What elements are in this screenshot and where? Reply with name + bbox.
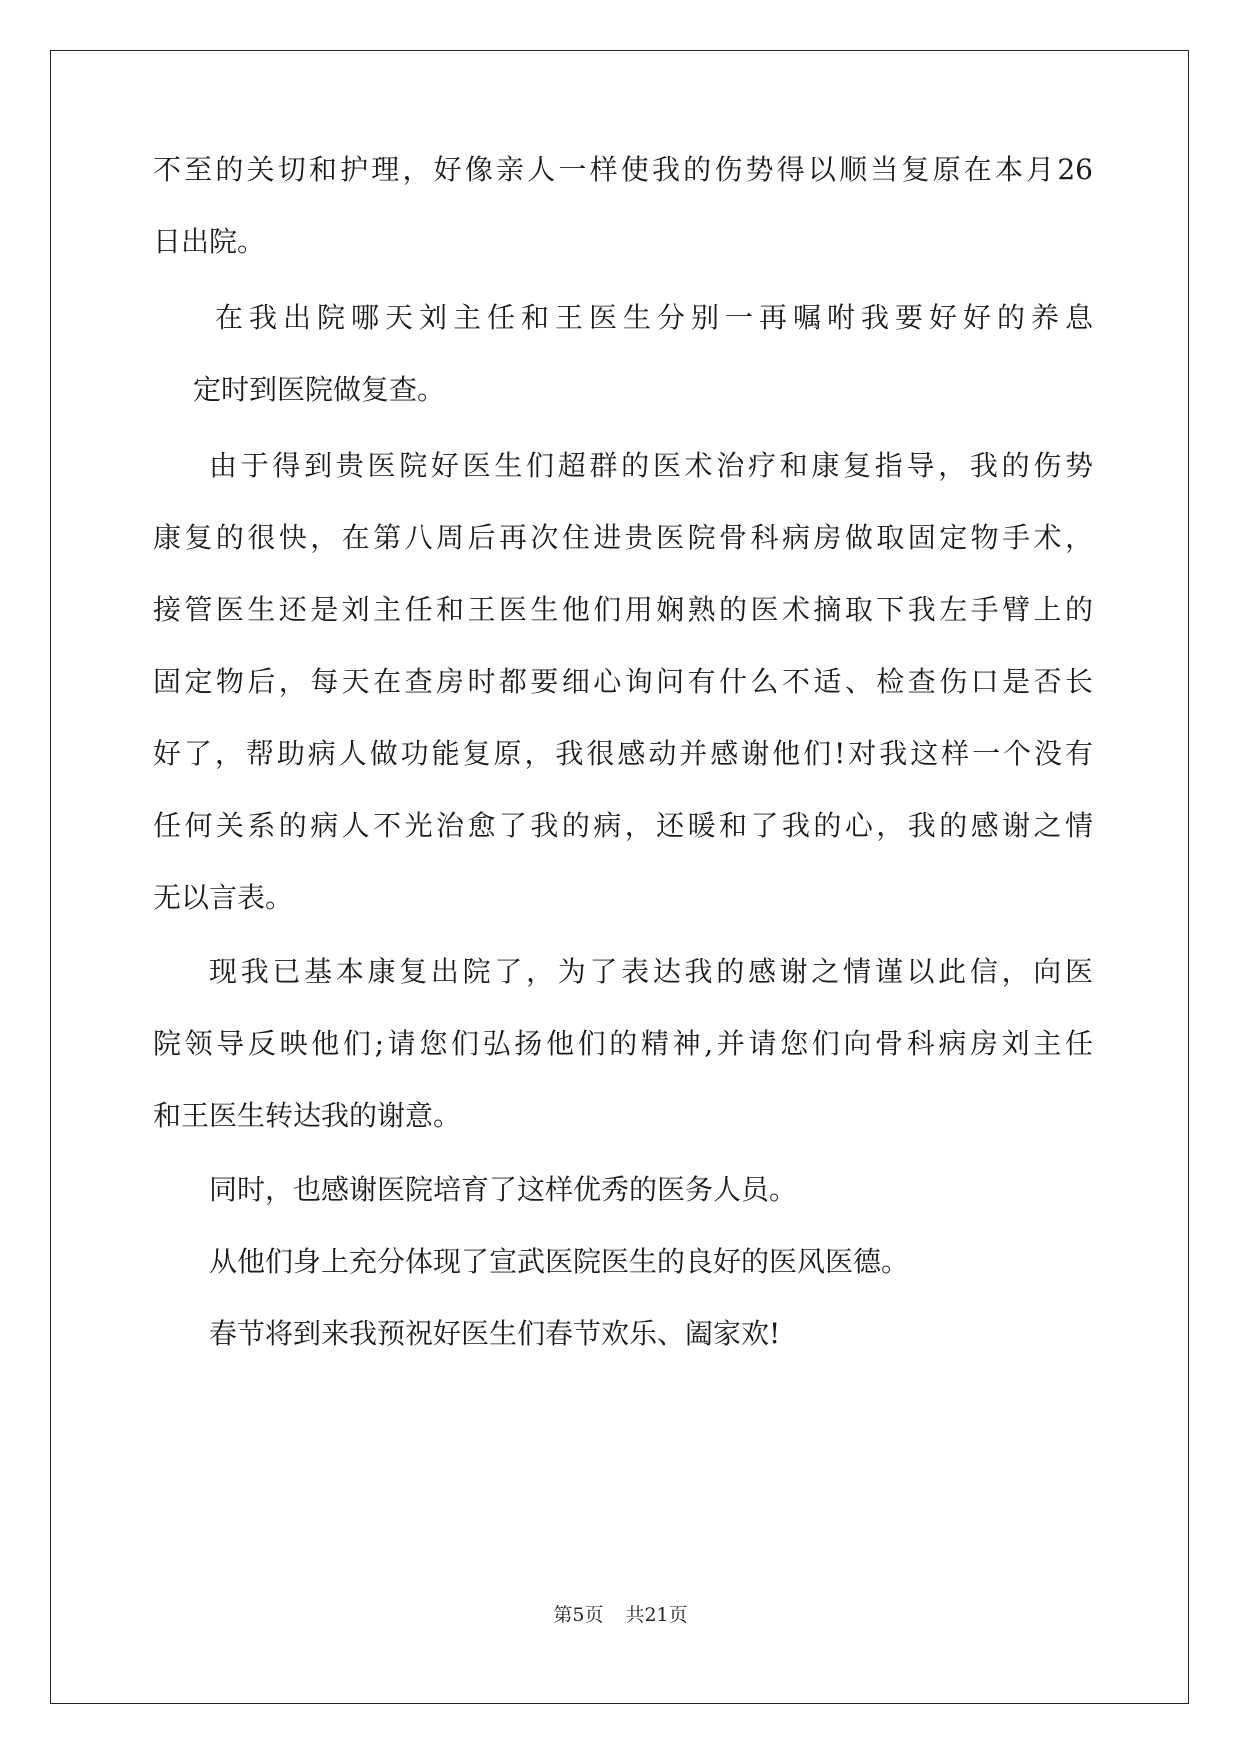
text-line: 任何关系的病人不光治愈了我的病，还暖和了我的心，我的感谢之情	[153, 809, 1093, 842]
text-line: 在我出院哪天刘主任和王医生分别一再嘱咐我要好好的养息	[215, 301, 1093, 334]
text-line: 好了，帮助病人做功能复原，我很感动并感谢他们!对我这样一个没有	[153, 737, 1093, 770]
text-line: 由于得到贵医院好医生们超群的医术治疗和康复指导，我的伤势	[209, 449, 1093, 482]
text-line: 从他们身上充分体现了宣武医院医生的良好的医风医德。	[209, 1245, 910, 1278]
page-total: 共21页	[625, 1604, 688, 1626]
page-footer	[0, 1600, 1241, 1627]
text-line: 春节将到来我预祝好医生们春节欢乐、阖家欢!	[209, 1317, 781, 1350]
text-line: 无以言表。	[153, 881, 294, 914]
text-line: 不至的关切和护理，好像亲人一样使我的伤势得以顺当复原在本月26	[153, 153, 1093, 186]
text-line: 同时，也感谢医院培育了这样优秀的医务人员。	[209, 1173, 798, 1206]
page-number: 第5页	[553, 1604, 604, 1626]
text-line: 和王医生转达我的谢意。	[153, 1099, 462, 1132]
text-line: 院领导反映他们;请您们弘扬他们的精神,并请您们向骨科病房刘主任	[153, 1027, 1093, 1060]
text-line: 康复的很快，在第八周后再次住进贵医院骨科病房做取固定物手术，	[153, 521, 1093, 554]
text-line: 接管医生还是刘主任和王医生他们用娴熟的医术摘取下我左手臂上的	[153, 593, 1093, 626]
text-line: 现我已基本康复出院了，为了表达我的感谢之情谨以此信，向医	[209, 955, 1093, 988]
text-line: 固定物后，每天在查房时都要细心询问有什么不适、检查伤口是否长	[153, 665, 1093, 698]
text-line: 定时到医院做复查。	[193, 373, 446, 406]
text-line: 日出院。	[153, 225, 266, 258]
